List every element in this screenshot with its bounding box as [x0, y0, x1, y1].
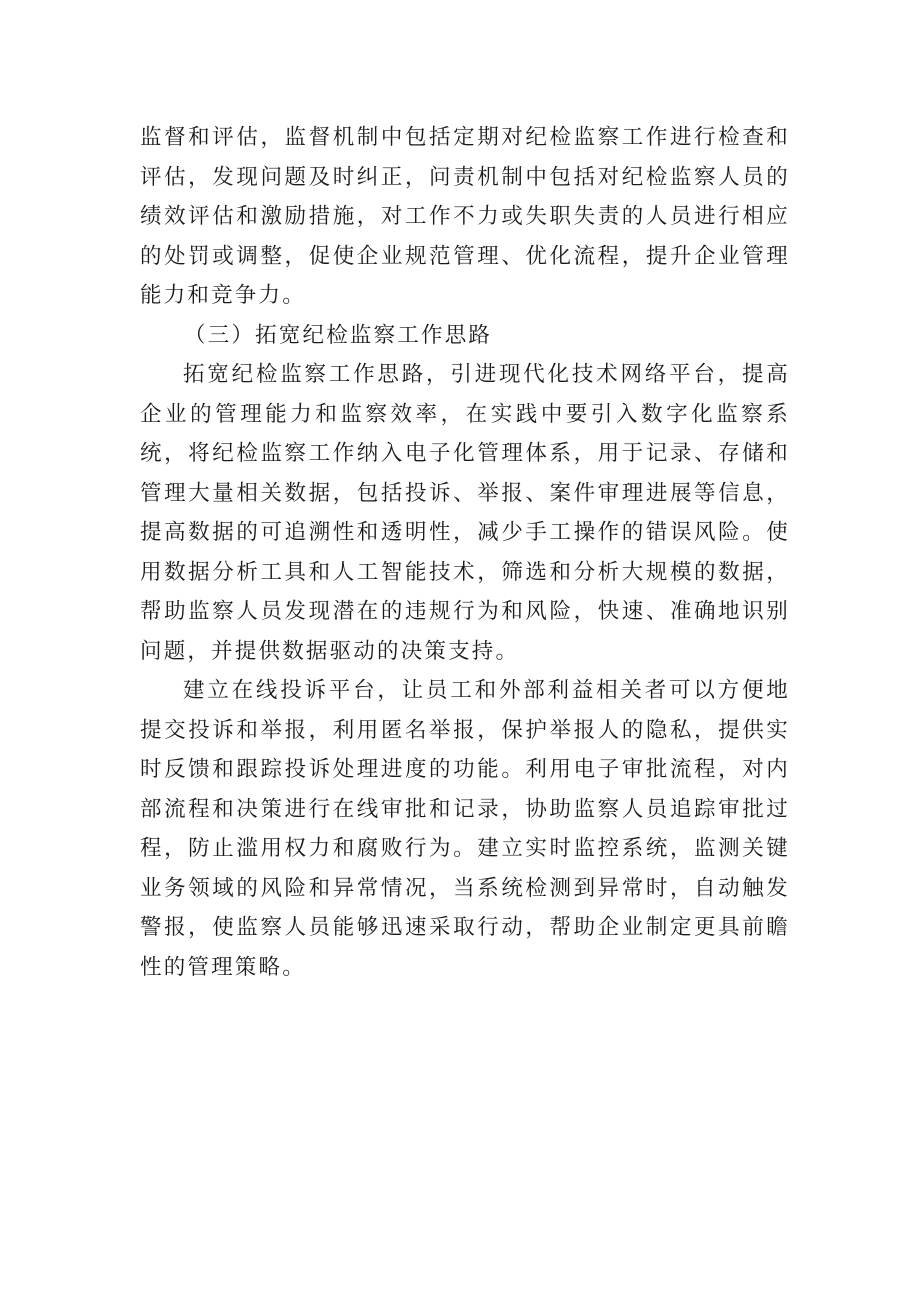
paragraph-continuation: 监督和评估，监督机制中包括定期对纪检监察工作进行检查和评估，发现问题及时纠正，问责机制中包括对纪检监察人员的绩效评估和激励措施，对工作不力或失职失责的人员进行相应的处罚或调整，促使企业规范管理、优化流程，提升企业管理能力和竞争力。 [140, 125, 790, 308]
section-heading: （三）拓宽纪检监察工作思路 [184, 322, 493, 348]
paragraph-online-complaint-platform: 建立在线投诉平台，让员工和外部利益相关者可以方便地提交投诉和举报，利用匿名举报，保护举报人的隐私，提供实时反馈和跟踪投诉处理进度的功能。利用电子审批流程，对内部流程和决策进行在线审批和记录，协助监察人员追踪审批过程，防止滥用权力和腐败行为。建立实时监控系统，监测关键业务领域的风险和异常情况，当系统检测到异常时，自动触发警报，使监察人员能够迅速采取行动，帮助企业制定更具前瞻性的管理策略。 [140, 678, 790, 980]
document-body [140, 118, 790, 987]
paragraph-digital-supervision: 拓宽纪检监察工作思路，引进现代化技术网络平台，提高企业的管理能力和监察效率，在实践中要引入数字化监察系统，将纪检监察工作纳入电子化管理体系，用于记录、存储和管理大量相关数据，包括投诉、举报、案件审理进展等信息，提高数据的可追溯性和透明性，减少手工操作的错误风险。使用数据分析工具和人工智能技术，筛选和分析大规模的数据，帮助监察人员发现潜在的违规行为和风险，快速、准确地识别问题，并提供数据驱动的决策支持。 [140, 362, 790, 664]
